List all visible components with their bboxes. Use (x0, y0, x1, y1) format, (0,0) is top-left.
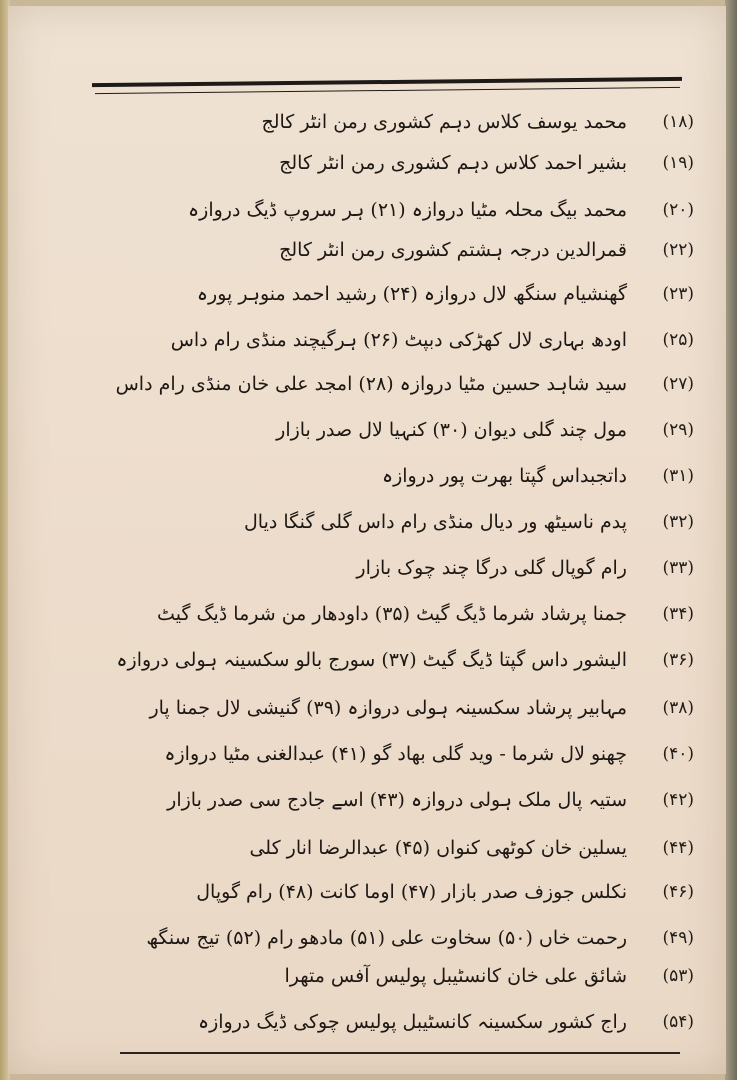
entry-text: نکلس جوزف صدر بازار (۴۷) اوما کانت (۴۸) رام گوپال (196, 881, 627, 903)
list-item (0, 190, 737, 230)
entry-number: (۳۸) (662, 698, 694, 718)
entry-number: (۴۶) (662, 882, 694, 902)
list-item (0, 548, 737, 588)
entry-number: (۳۲) (662, 512, 694, 532)
entry-text: ستیہ پال ملک ہولی دروازہ (۴۳) اسے جادج سی صدر بازار (167, 789, 627, 811)
entry-number: (۴۰) (662, 744, 694, 764)
list-item (0, 230, 737, 270)
entry-number: (۲۲) (662, 240, 694, 260)
entry-number: (۱۸) (662, 112, 694, 132)
entry-text: داتجبداس گپتا بھرت پور دروازہ (381, 465, 627, 487)
entry-number: (۴۴) (662, 838, 694, 858)
entry-text: محمد بیگ محلہ مٹیا دروازہ (۲۱) ہر سروپ ڈیگ دروازہ (188, 199, 627, 221)
entry-number: (۳۳) (662, 558, 694, 578)
entry-text: یسلین خان کوٹھی کنواں (۴۵) عبدالرضا انار کلی (249, 837, 627, 859)
list-item (0, 918, 737, 958)
entry-number: (۴۲) (662, 790, 694, 810)
entry-text: راج کشور سکسینہ کانسٹیبل پولیس چوکی ڈیگ دروازہ (197, 1011, 627, 1033)
list-item (0, 102, 737, 142)
entry-text: بشیر احمد کلاس دہم کشوری رمن انٹر کالج (279, 152, 627, 174)
list-item (0, 872, 737, 912)
entry-text: مہابیر پرشاد سکسینہ ہولی دروازہ (۳۹) گنیشی لال جمنا پار (149, 697, 627, 719)
list-item (0, 320, 737, 360)
entry-text: جمنا پرشاد شرما ڈیگ گیٹ (۳۵) داودھار من شرما ڈیگ گیٹ (157, 603, 627, 625)
list-item (0, 364, 737, 404)
entry-number: (۵۳) (662, 966, 694, 986)
entry-text: محمد یوسف کلاس دہم کشوری رمن انٹر کالج (261, 111, 627, 133)
list-item (0, 780, 737, 820)
entry-number: (۳۱) (662, 466, 694, 486)
list-item (0, 274, 737, 314)
list-item (0, 143, 737, 183)
list-item (0, 1002, 737, 1042)
entry-text: چھنو لال شرما - وید گلی بھاد گو (۴۱) عبدالغنی مٹیا دروازہ (164, 743, 627, 765)
entry-text: سید شاہد حسین مٹیا دروازہ (۲۸) امجد علی خان منڈی رام داس (115, 373, 627, 395)
entry-text: قمرالدین درجہ ہشتم کشوری رمن انٹر کالج (279, 239, 627, 261)
list-item (0, 956, 737, 996)
list-item (0, 594, 737, 634)
list-item (0, 640, 737, 680)
list-item (0, 502, 737, 542)
entry-number: (۲۵) (662, 330, 694, 350)
entry-number: (۲۹) (662, 420, 694, 440)
entry-text: الیشور داس گپتا ڈیگ گیٹ (۳۷) سورج بالو سکسینہ ہولی دروازہ (116, 649, 627, 671)
entry-number: (۲۰) (662, 200, 694, 220)
list-item (0, 410, 737, 450)
list-item (0, 828, 737, 868)
entry-number: (۳۶) (662, 650, 694, 670)
entry-number: (۵۴) (662, 1012, 694, 1032)
list-item (0, 456, 737, 496)
entry-text: پدم ناسیٹھ ور دیال منڈی رام داس گلی گنگا دیال (243, 511, 627, 533)
entry-number: (۱۹) (662, 153, 694, 173)
entry-text: اودھ بہاری لال کھڑکی دبپٹ (۲۶) ہرگیچند منڈی رام داس (170, 329, 627, 351)
entry-text: گھنشیام سنگھ لال دروازہ (۲۴) رشید احمد منوہر پورہ (196, 283, 627, 305)
entry-text: مول چند گلی دیوان (۳۰) کنہیا لال صدر بازار (276, 419, 627, 441)
list-item (0, 734, 737, 774)
entry-text: رحمت خاں (۵۰) سخاوت علی (۵۱) مادھو رام (۵۲) تیج سنگھ (146, 927, 627, 949)
entry-text: رام گوپال گلی درگا چند چوک بازار (356, 557, 627, 579)
entry-number: (۲۳) (662, 284, 694, 304)
list-item (0, 688, 737, 728)
entry-number: (۴۹) (662, 928, 694, 948)
entry-text: شائق علی خان کانسٹیبل پولیس آفس متھرا (284, 965, 627, 987)
entry-number: (۳۴) (662, 604, 694, 624)
bottom-rule (120, 1052, 680, 1054)
entry-number: (۲۷) (662, 374, 694, 394)
